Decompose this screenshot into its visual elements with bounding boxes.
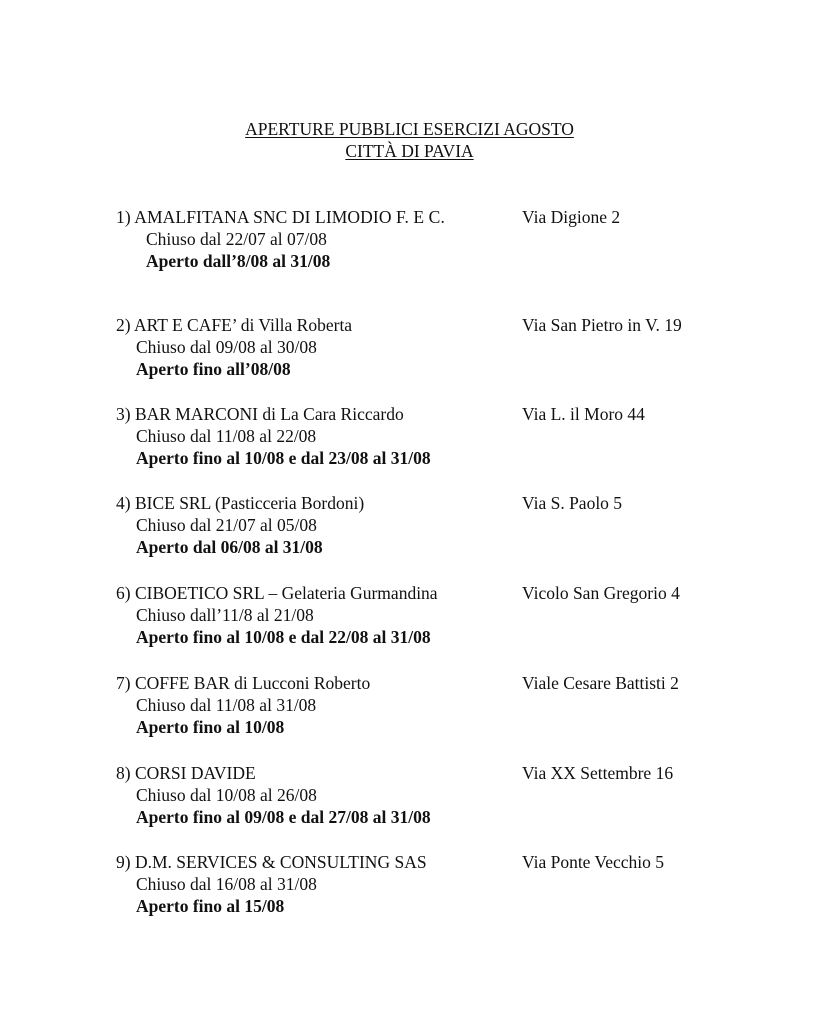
- document-title: [0, 118, 819, 162]
- business-address: Via Ponte Vecchio 5: [522, 852, 664, 872]
- closed-period: Chiuso dal 22/07 al 07/08: [146, 229, 327, 249]
- closed-period: Chiuso dal 11/08 al 22/08: [136, 426, 317, 446]
- closed-period: Chiuso dal 09/08 al 30/08: [136, 337, 317, 357]
- list-item: [116, 582, 756, 648]
- open-period: Aperto dal 06/08 al 31/08: [136, 537, 323, 557]
- business-name: 7) COFFE BAR di Lucconi Roberto: [116, 673, 371, 693]
- business-name: 1) AMALFITANA SNC DI LIMODIO F. E C.: [116, 207, 445, 227]
- business-address: Via Digione 2: [522, 207, 621, 227]
- open-period: Aperto fino all’08/08: [136, 359, 291, 379]
- list-item: [116, 492, 756, 558]
- business-address: Via XX Settembre 16: [522, 763, 674, 783]
- list-item: [116, 672, 756, 738]
- list-item: [116, 314, 756, 380]
- business-address: Via L. il Moro 44: [522, 404, 645, 424]
- closed-period: Chiuso dal 10/08 al 26/08: [136, 785, 317, 805]
- open-period: Aperto fino al 09/08 e dal 27/08 al 31/08: [136, 807, 431, 827]
- business-name: 4) BICE SRL (Pasticceria Bordoni): [116, 493, 365, 513]
- business-address: Viale Cesare Battisti 2: [522, 673, 679, 693]
- closed-period: Chiuso dall’11/8 al 21/08: [136, 605, 314, 625]
- business-address: Via San Pietro in V. 19: [522, 315, 682, 335]
- closed-period: Chiuso dal 11/08 al 31/08: [136, 695, 317, 715]
- list-item: [116, 762, 756, 828]
- open-period: Aperto fino al 15/08: [136, 896, 285, 916]
- business-name: 6) CIBOETICO SRL – Gelateria Gurmandina: [116, 583, 438, 603]
- list-item: [116, 403, 756, 469]
- business-name: 8) CORSI DAVIDE: [116, 763, 256, 783]
- title-line-1: APERTURE PUBBLICI ESERCIZI AGOSTO: [245, 119, 574, 139]
- open-period: Aperto dall’8/08 al 31/08: [146, 251, 331, 271]
- open-period: Aperto fino al 10/08 e dal 22/08 al 31/08: [136, 627, 431, 647]
- business-name: 3) BAR MARCONI di La Cara Riccardo: [116, 404, 404, 424]
- closed-period: Chiuso dal 16/08 al 31/08: [136, 874, 317, 894]
- business-address: Via S. Paolo 5: [522, 493, 623, 513]
- business-address: Vicolo San Gregorio 4: [522, 583, 680, 603]
- business-name: 9) D.M. SERVICES & CONSULTING SAS: [116, 852, 427, 872]
- title-line-2: CITTÀ DI PAVIA: [345, 141, 474, 161]
- closed-period: Chiuso dal 21/07 al 05/08: [136, 515, 317, 535]
- list-item: [116, 851, 756, 917]
- open-period: Aperto fino al 10/08: [136, 717, 285, 737]
- business-name: 2) ART E CAFE’ di Villa Roberta: [116, 315, 353, 335]
- open-period: Aperto fino al 10/08 e dal 23/08 al 31/08: [136, 448, 431, 468]
- list-item: [116, 206, 756, 272]
